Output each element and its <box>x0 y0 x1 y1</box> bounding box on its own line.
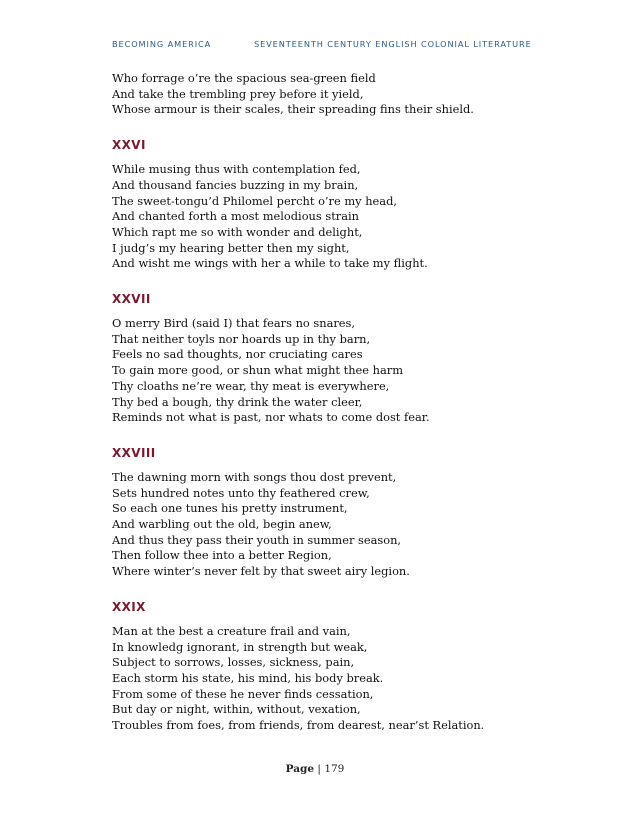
stanza-xxvii <box>112 292 582 426</box>
page-number: 179 <box>324 763 345 775</box>
stanza-heading: XXIX <box>112 599 146 614</box>
poem-line: And warbling out the old, begin anew, <box>112 517 332 532</box>
poem-line: Where winter’s never felt by that sweet airy legion. <box>112 564 410 579</box>
stanza-xxviii <box>112 446 582 580</box>
stanza-heading: XXVI <box>112 138 146 153</box>
poem-line: The dawning morn with songs thou dost prevent, <box>112 469 397 484</box>
page-label: Page <box>285 763 315 775</box>
poem-line: While musing thus with contemplation fed, <box>112 162 361 177</box>
stanza-xxix <box>112 600 582 734</box>
stanza-xxvi <box>112 138 582 272</box>
poem-line: Man at the best a creature frail and vain, <box>112 623 351 638</box>
poem-line: And chanted forth a most melodious strain <box>112 209 359 224</box>
poem-line: From some of these he never finds cessation, <box>112 686 374 701</box>
poem-line: And wisht me wings with her a while to take my flight. <box>112 256 428 271</box>
poem-line: Thy cloaths ne’re wear, thy meat is everywhere, <box>112 378 390 393</box>
poem-line: So each one tunes his pretty instrument, <box>112 501 348 516</box>
poem-line: I judg’s my hearing better then my sight, <box>112 240 350 255</box>
poem-line: And thousand fancies buzzing in my brain, <box>112 177 359 192</box>
header-section-title: SEVENTEENTH CENTURY ENGLISH COLONIAL LITERATURE <box>254 39 532 49</box>
poem-line: Subject to sorrows, losses, sickness, pain, <box>112 655 355 670</box>
stanza-heading: XXVIII <box>112 445 156 460</box>
page-footer <box>0 763 630 775</box>
poem-line: Whose armour is their scales, their spreading fins their shield. <box>112 102 474 117</box>
page-separator: | <box>317 763 321 775</box>
poem-line: Reminds not what is past, nor whats to come dost fear. <box>112 410 430 425</box>
poem-line: Each storm his state, his mind, his body break. <box>112 670 384 685</box>
poem-line: Who forrage o’re the spacious sea-green field <box>112 71 376 85</box>
poem-line: Sets hundred notes unto thy feathered crew, <box>112 485 370 500</box>
poem-line: Then follow thee into a better Region, <box>112 548 332 563</box>
poem-body <box>112 71 582 734</box>
intro-stanza <box>112 71 582 118</box>
poem-line: Feels no sad thoughts, nor cruciating cares <box>112 347 363 362</box>
header-book-title: BECOMING AMERICA <box>112 39 212 49</box>
poem-line: And take the trembling prey before it yield, <box>112 86 364 101</box>
poem-line: In knowledg ignorant, in strength but weak, <box>112 639 368 654</box>
poem-line: Troubles from foes, from friends, from dearest, near’st Relation. <box>112 718 485 733</box>
poem-line: O merry Bird (said I) that fears no snares, <box>112 316 356 331</box>
poem-line: Which rapt me so with wonder and delight, <box>112 224 363 239</box>
poem-line: And thus they pass their youth in summer season, <box>112 532 402 547</box>
poem-line: But day or night, within, without, vexation, <box>112 702 361 717</box>
poem-line: Thy bed a bough, thy drink the water cleer, <box>112 394 363 409</box>
stanza-heading: XXVII <box>112 292 151 307</box>
poem-line: The sweet-tongu’d Philomel percht o’re my head, <box>112 193 397 208</box>
poem-line: To gain more good, or shun what might thee harm <box>112 363 404 378</box>
poem-line: That neither toyls nor hoards up in thy barn, <box>112 331 371 346</box>
